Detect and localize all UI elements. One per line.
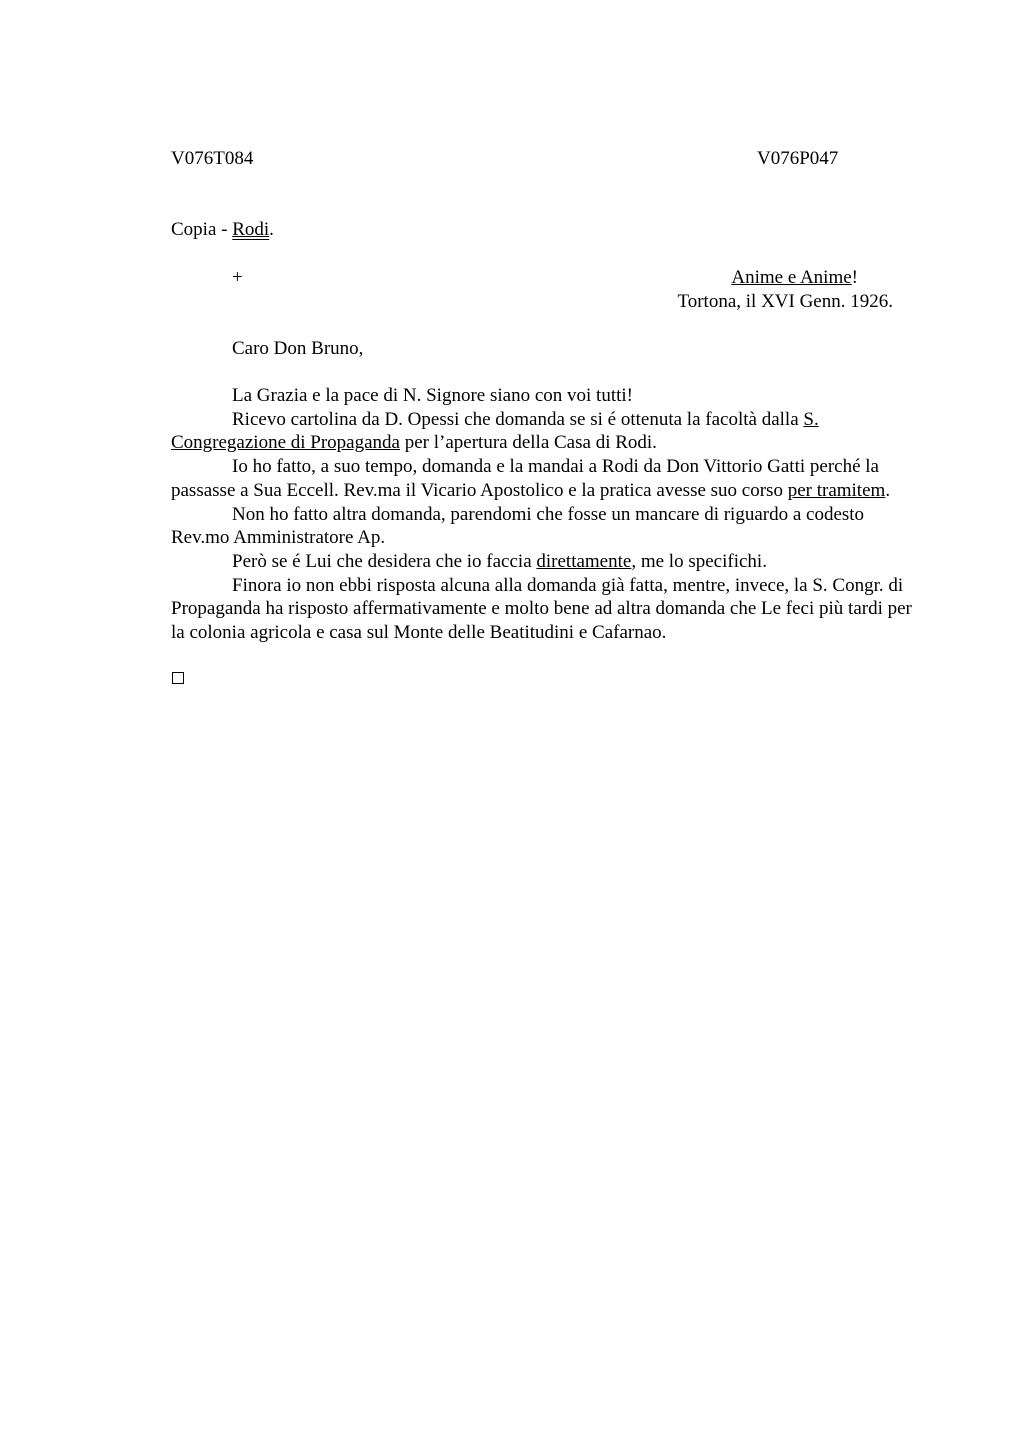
paragraph-2-text-a: Ricevo cartolina da D. Opessi che domanda se si é ottenuta la facoltà dalla: [232, 408, 804, 430]
paragraph-5: [171, 550, 923, 574]
motto: [731, 266, 858, 290]
salutation: Caro Don Bruno,: [232, 338, 364, 359]
document-code-right: V076P047: [757, 148, 839, 169]
paragraph-2: [171, 408, 923, 455]
copy-prefix: Copia -: [171, 219, 233, 240]
copy-suffix: .: [269, 219, 274, 240]
motto-underlined: Anime e Anime: [731, 267, 852, 288]
paragraph-5-text-b: , me lo specifichi.: [631, 550, 767, 572]
paragraph-3: [171, 455, 923, 502]
paragraph-2-underlined: S. Congregazione di Propaganda: [171, 408, 819, 454]
paragraph-5-underlined: direttamente: [536, 550, 632, 572]
letter-body: [171, 384, 923, 645]
paragraph-1: La Grazia e la pace di N. Signore siano con voi tutti!: [232, 385, 633, 406]
paragraph-5-text-a: Però se é Lui che desidera che io faccia: [232, 550, 537, 572]
paragraph-6: Finora io non ebbi risposta alcuna alla domanda già fatta, mentre, invece, la S. Congr. di Propaganda ha risposto affermativamente e molto bene ad altra domanda che Le feci più tardi per la colonia agricola e casa sul Monte delle Beatitudini e Cafarnao.: [171, 574, 912, 644]
paragraph-2-text-b: per l’apertura della Casa di Rodi.: [399, 432, 657, 454]
end-square-icon: [172, 672, 184, 684]
paragraph-3-underlined: per tramitem: [787, 479, 886, 501]
motto-suffix: !: [851, 267, 858, 288]
copy-place: Rodi: [232, 219, 270, 240]
paragraph-4: Non ho fatto altra domanda, parendomi che fosse un mancare di riguardo a codesto Rev.mo Amministratore Ap.: [171, 503, 865, 549]
paragraph-3-text-b: .: [885, 479, 891, 501]
document-code-left: V076T084: [171, 148, 254, 169]
date-line: Tortona, il XVI Genn. 1926.: [677, 291, 893, 312]
copy-line: [171, 218, 274, 242]
paragraph-3-text-a: Io ho fatto, a suo tempo, domanda e la mandai a Rodi da Don Vittorio Gatti perché la passasse a Sua Eccell. Rev.ma il Vicario Apostolico e la pratica avesse suo corso: [171, 456, 879, 501]
cross-mark: +: [232, 267, 243, 288]
